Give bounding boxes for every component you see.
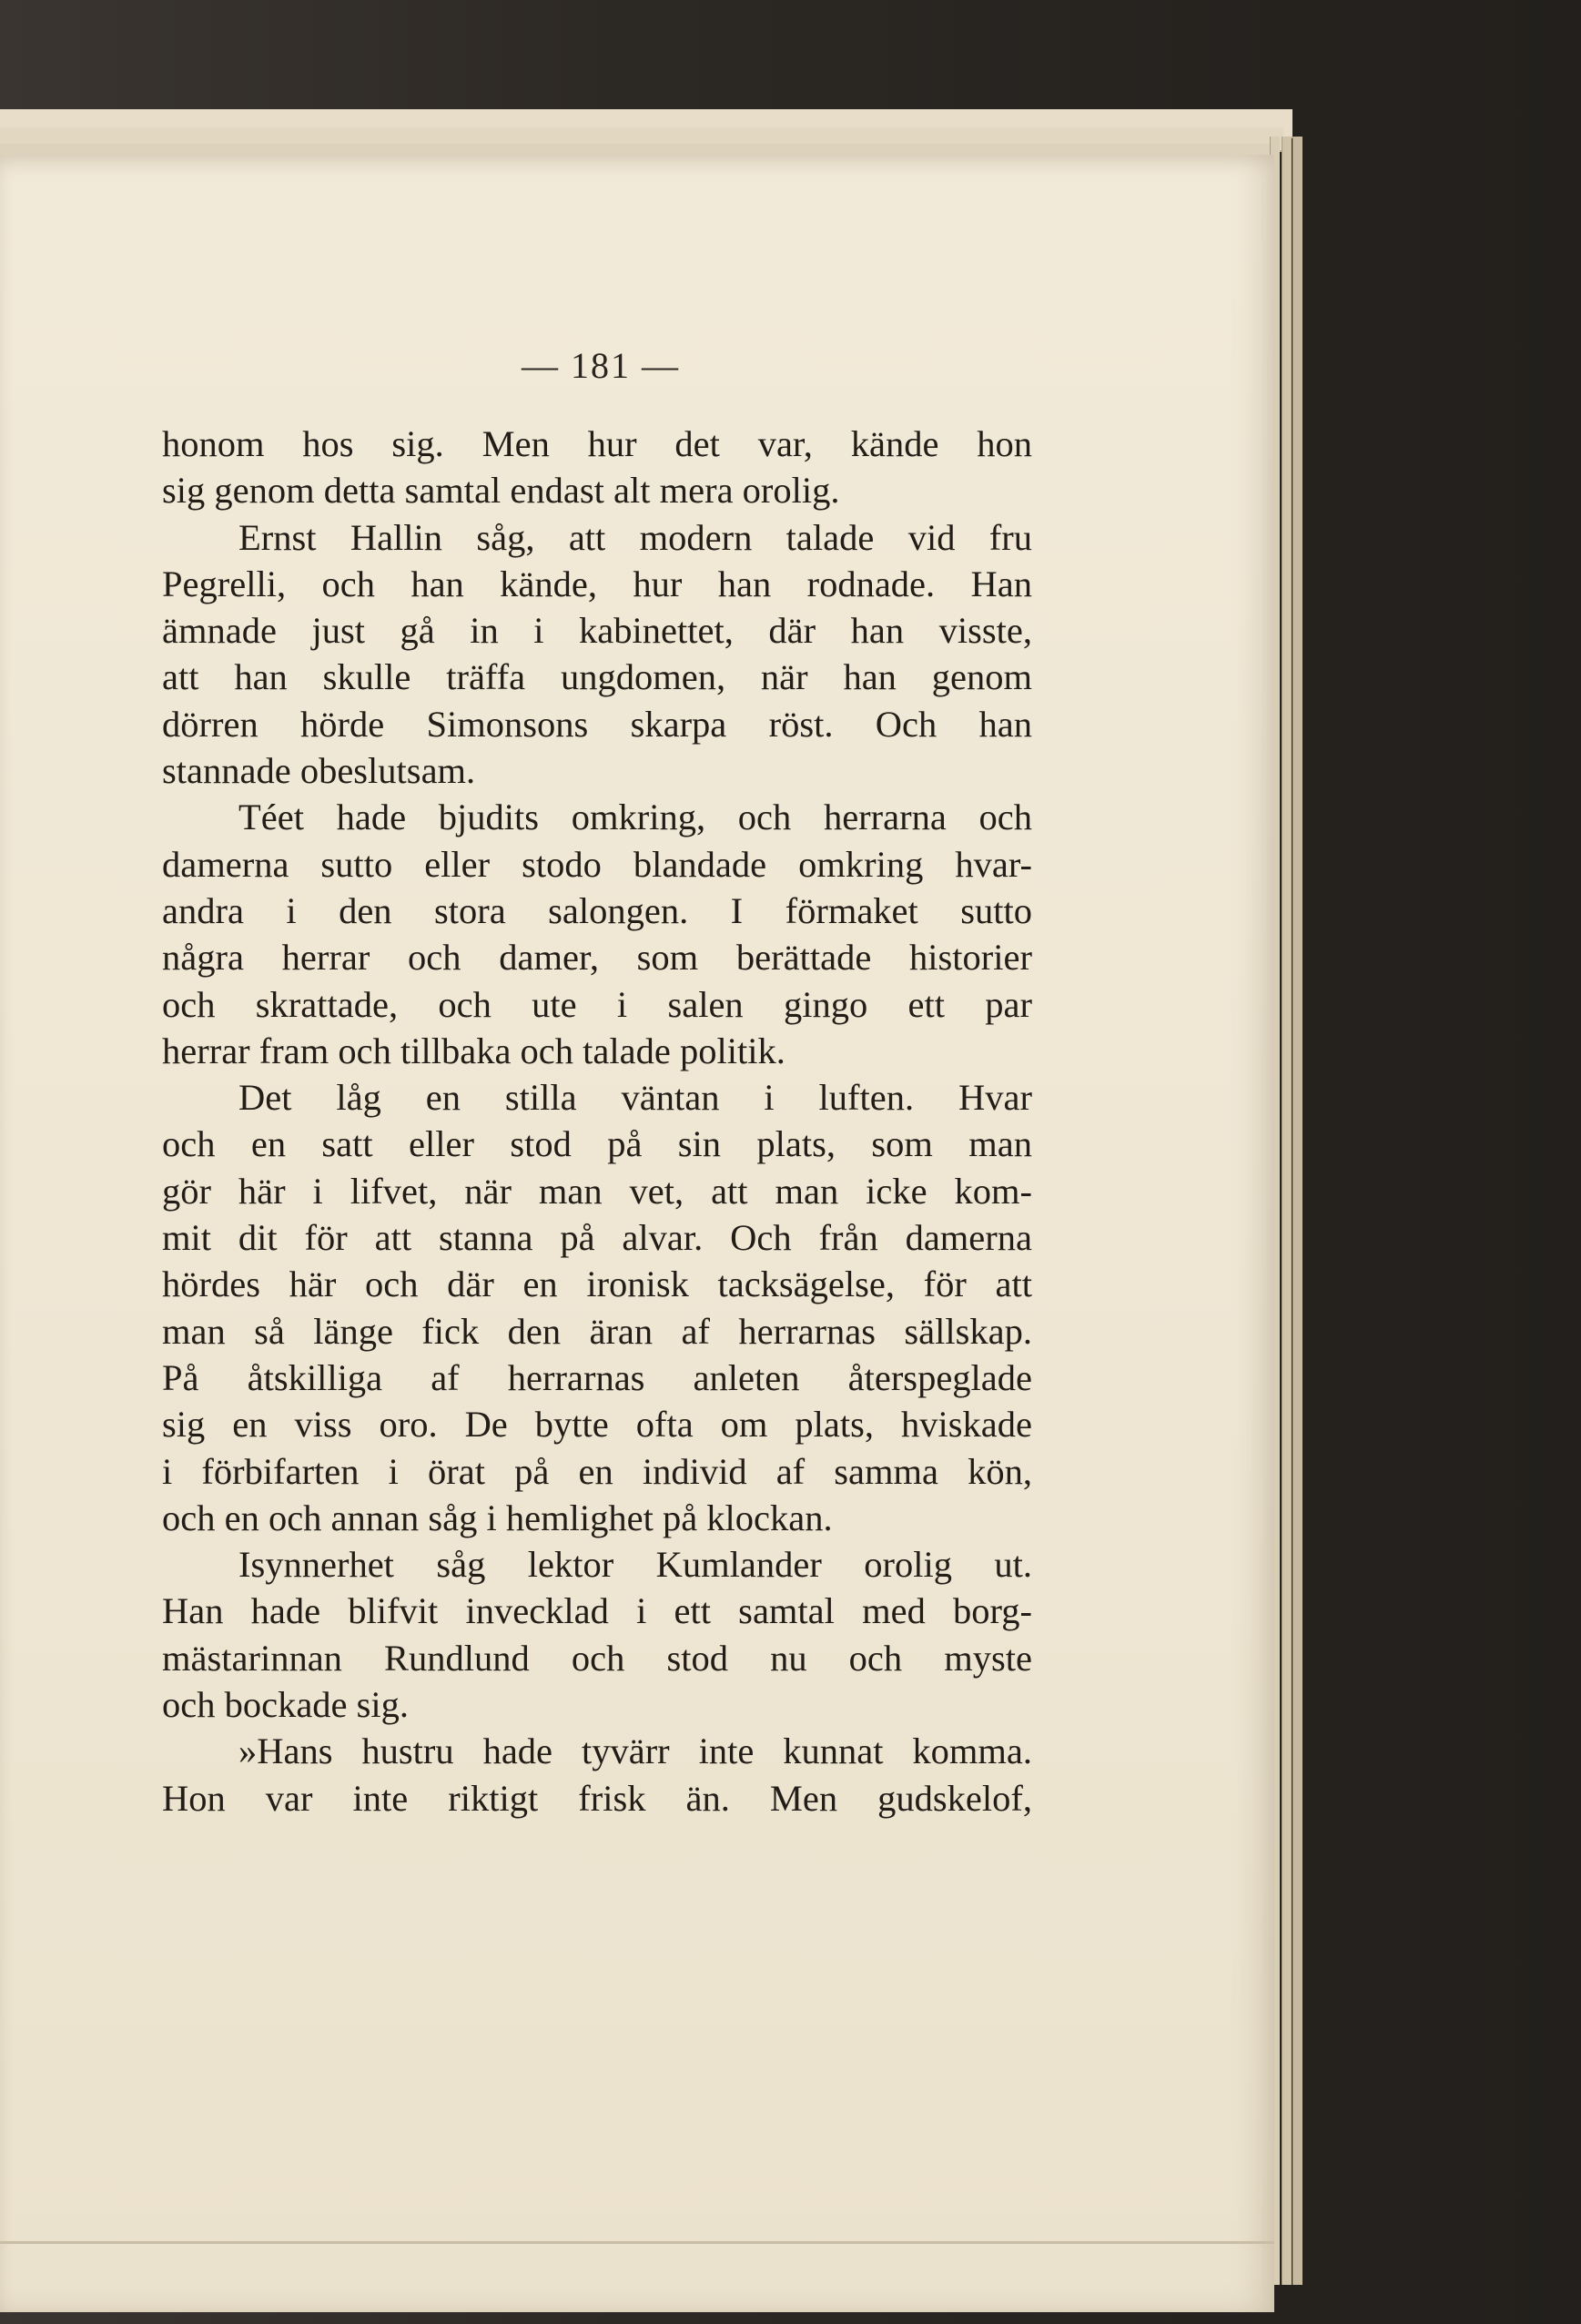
text-line: Hon var inte riktigt frisk än. Men gudskelof, [162,1777,1032,1819]
body-text [162,421,1032,1822]
text-line: Han hade blifvit invecklad i ett samtal med borg- [162,1590,1032,1632]
text-line: Isynnerhet såg lektor Kumlander orolig ut. [238,1544,1032,1586]
page-number: — 181 — [522,345,680,386]
text-line: några herrar och damer, som berättade historier [162,937,1032,979]
text-line: Ernst Hallin såg, att modern talade vid fru [238,516,1032,558]
text-line: dörren hörde Simonsons skarpa röst. Och han [162,703,1032,745]
text-line: damerna sutto eller stodo blandade omkring hvar- [162,843,1032,885]
page-bottom-edge [0,2241,1274,2244]
text-line: gör här i lifvet, när man vet, att man icke kom- [162,1170,1032,1212]
text-line: »Hans hustru hade tyvärr inte kunnat komma. [238,1730,1032,1772]
text-line: Pegrelli, och han kände, hur han rodnade. Han [162,563,1032,604]
text-line: i förbifarten i örat på en individ af samma kön, [162,1450,1032,1492]
text-line: andra i den stora salongen. I förmaket sutto [162,889,1032,931]
text-line: och bockade sig. [162,1684,410,1726]
text-line: mästarinnan Rundlund och stod nu och myste [162,1637,1032,1679]
text-line: Téet hade bjudits omkring, och herrarna och [238,797,1032,838]
text-line: att han skulle träffa ungdomen, när han genom [162,656,1032,698]
text-line: Det låg en stilla väntan i luften. Hvar [238,1077,1032,1119]
text-line: På åtskilliga af herrarnas anleten återspeglade [162,1356,1032,1398]
text-line: herrar fram och tillbaka och talade politik. [162,1030,785,1071]
text-line: mit dit för att stanna på alvar. Och från damerna [162,1217,1032,1259]
text-line: honom hos sig. Men hur det var, kände hon [162,423,1032,464]
text-line: hördes här och där en ironisk tacksägelse, för att [162,1263,1032,1305]
text-line: sig genom detta samtal endast alt mera orolig. [162,470,840,512]
text-line: och en satt eller stod på sin plats, som man [162,1123,1032,1165]
text-line: ämnade just gå in i kabinettet, där han visste, [162,610,1032,652]
text-line: man så länge fick den äran af herrarnas sällskap. [162,1310,1032,1352]
text-line: och skrattade, och ute i salen gingo ett par [162,983,1032,1025]
text-line: stannade obeslutsam. [162,750,476,792]
page-edge-right-3 [1292,137,1302,2285]
text-line: och en och annan såg i hemlighet på klockan. [162,1497,833,1538]
page-edge-right-2 [1282,137,1292,2285]
text-line: sig en viss oro. De bytte ofta om plats, hviskade [162,1404,1032,1446]
